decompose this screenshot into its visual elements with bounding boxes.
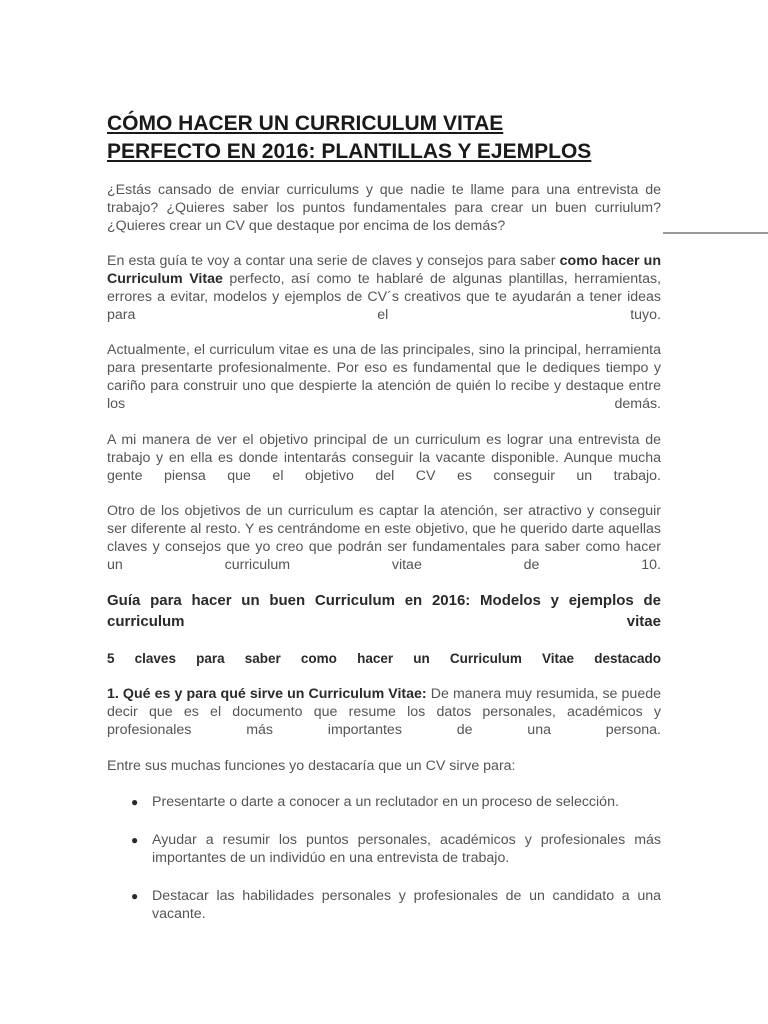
paragraph-guide-bold: como hacer un Curriculum Vitae: [107, 253, 661, 287]
point-1-text: De manera muy resumida, se puede decir que es el documento que resume los datos personales, académicos y profesionales más importantes de una persona.: [107, 686, 661, 738]
paragraph-guide: [107, 252, 661, 324]
paragraph-actualmente: Actualmente, el curriculum vitae es una de las principales, sino la principal, herramienta para presentarte profesionalmente. Por eso es fundamental que le dediques tiempo y cariño para construir uno que despierte la atención de quién lo recibe y destaque entre los demás.: [107, 342, 661, 412]
intro-paragraph: ¿Estás cansado de enviar curriculums y que nadie te llame para una entrevista de trabajo? ¿Quieres saber los puntos fundamentales para crear un buen curriulum? ¿Quieres crear un CV que destaque por encima de los demás?: [107, 182, 661, 234]
bullet-icon: ●: [131, 833, 139, 847]
paragraph-otro-objetivo: Otro de los objetivos de un curriculum es captar la atención, ser atractivo y conseguir ser diferente al resto. Y es centrándome en este objetivo, que he querido darte aquellas claves y consejos que yo creo que podrán ser fundamentales para saber como hacer un curriculum vitae de 10.: [107, 503, 661, 573]
paragraph-objetivo: A mi manera de ver el objetivo principal de un curriculum es lograr una entrevista de trabajo y en ella es donde intentarás conseguir la vacante disponible. Aunque mucha gente piensa que el objetivo del CV es conseguir un trabajo.: [107, 432, 661, 484]
title-line-1: CÓMO HACER UN CURRICULUM VITAE: [107, 112, 504, 135]
point-1-title: 1. Qué es y para qué sirve un Curriculum Vitae:: [107, 686, 427, 702]
paragraph-guide-start: En esta guía te voy a contar una serie de claves y consejos para saber: [107, 253, 560, 269]
list-item: [107, 887, 661, 923]
subsection-heading: 5 claves para saber como hacer un Curriculum Vitae destacado: [107, 651, 661, 666]
section-heading: Guía para hacer un buen Curriculum en 2016: Modelos y ejemplos de curriculum vitae: [107, 592, 661, 630]
point-1: [107, 685, 661, 739]
list-item: [107, 793, 661, 811]
list-intro: Entre sus muchas funciones yo destacaría que un CV sirve para:: [107, 758, 516, 774]
list-item: [107, 831, 661, 867]
paragraph-guide-end: perfecto, así como te hablaré de algunas plantillas, herramientas, errores a evitar, modelos y ejemplos de CV´s creativos que te ayudarán a tener ideas para el tuyo.: [107, 271, 662, 323]
list-item-text: Ayudar a resumir los puntos personales, académicos y profesionales más importantes de un individúo en una entrevista de trabajo.: [152, 832, 661, 866]
horizontal-divider: [663, 232, 768, 234]
document-title: [107, 110, 707, 166]
bullet-icon: ●: [131, 795, 139, 809]
list-item-text: Presentarte o darte a conocer a un reclutador en un proceso de selección.: [152, 794, 619, 810]
title-line-2: PERFECTO EN 2016: PLANTILLAS Y EJEMPLOS: [107, 140, 592, 163]
bullet-icon: ●: [131, 889, 139, 903]
list-item-text: Destacar las habilidades personales y profesionales de un candidato a una vacante.: [152, 888, 661, 922]
